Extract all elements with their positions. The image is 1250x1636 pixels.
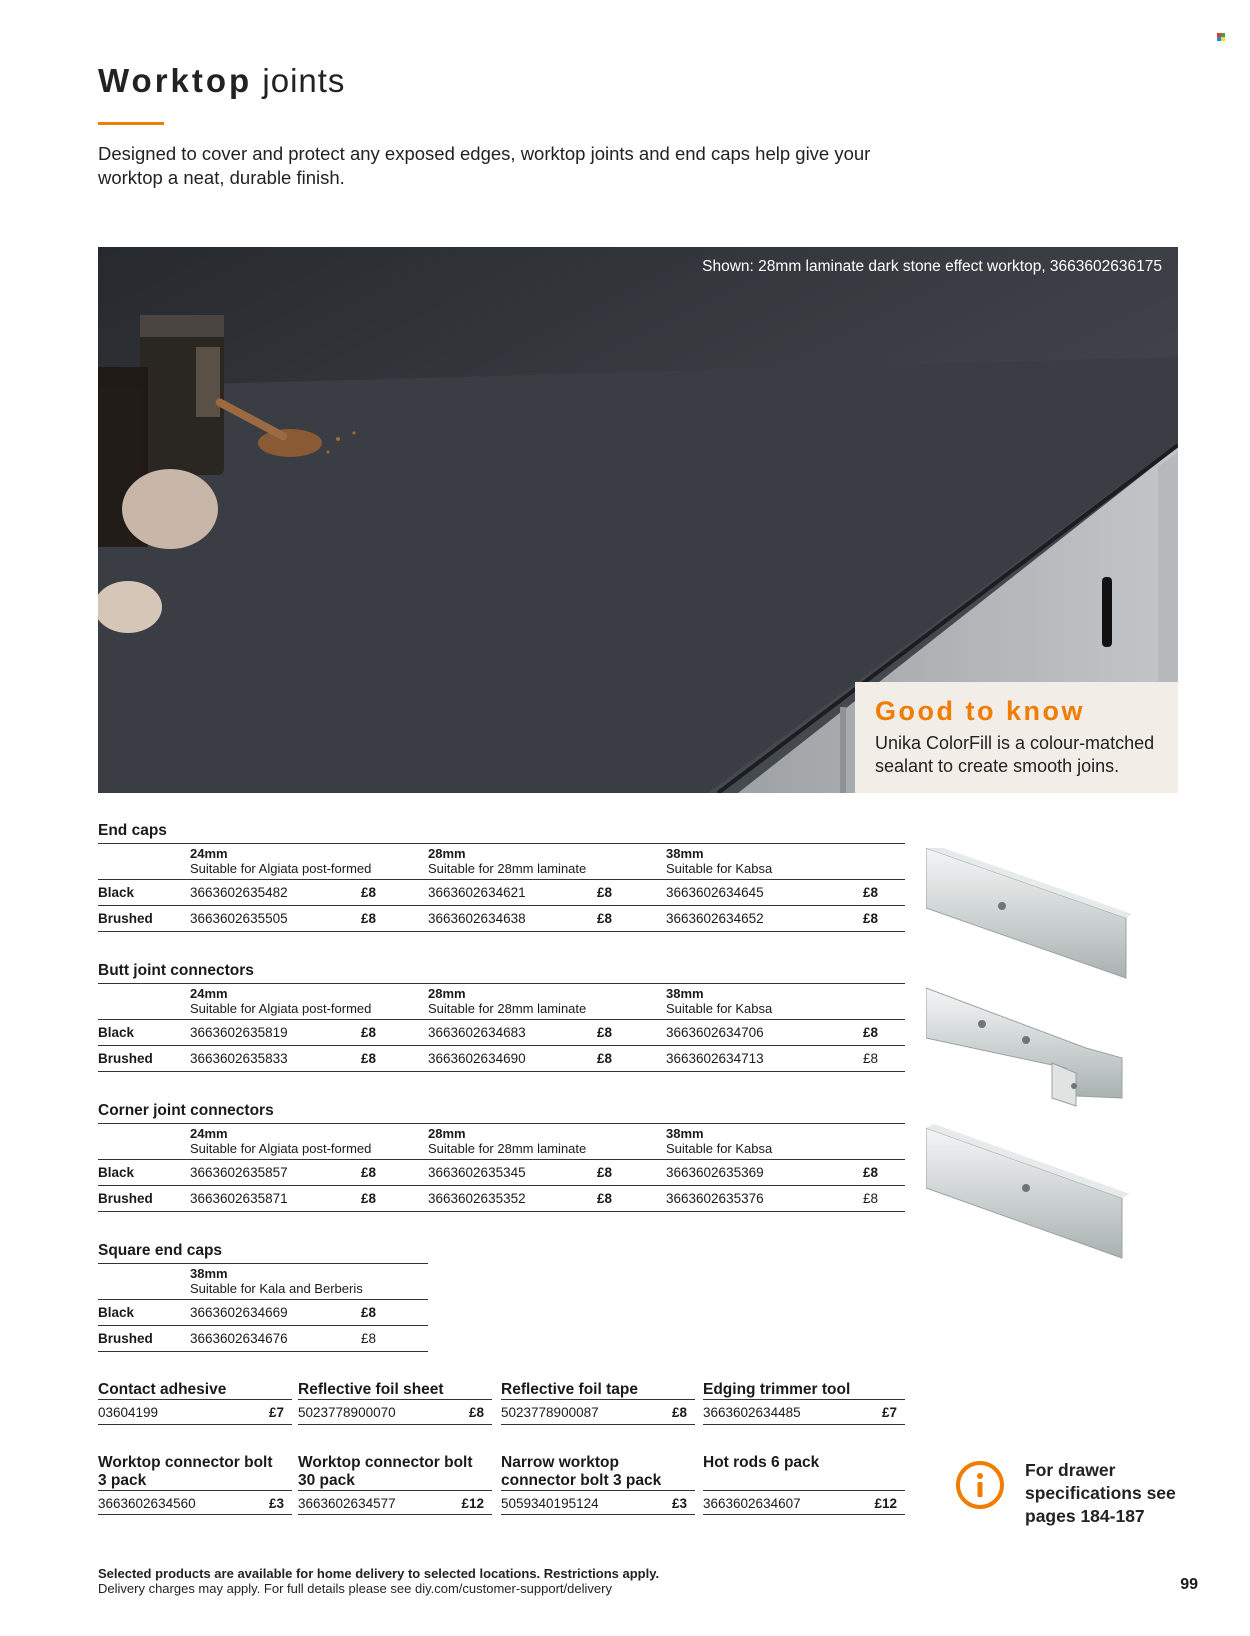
price: £8	[360, 1305, 376, 1320]
product-code: 3663602635505	[190, 911, 288, 926]
column-desc: Suitable for 28mm laminate	[428, 860, 587, 876]
price: £8	[596, 1025, 612, 1040]
good-to-know-box	[855, 682, 1178, 793]
price: £8	[596, 911, 612, 926]
product-code: 3663602635819	[190, 1025, 288, 1040]
product-row	[703, 1490, 905, 1515]
column-desc: Suitable for Kabsa	[666, 860, 773, 876]
column-desc: Suitable for 28mm laminate	[428, 1000, 587, 1016]
price: £8	[862, 885, 878, 900]
end-caps-table	[98, 821, 905, 932]
product-code: 3663602635482	[190, 885, 288, 900]
product-name-line: connector bolt 3 pack	[501, 1472, 662, 1489]
info-icon	[956, 1461, 1004, 1509]
title-underline	[98, 122, 164, 125]
product-name	[298, 1454, 492, 1490]
product-code: 3663602634607	[703, 1496, 801, 1511]
column-desc: Suitable for Kabsa	[666, 1000, 773, 1016]
column-desc: Suitable for 28mm laminate	[428, 1140, 587, 1156]
product-row	[501, 1400, 695, 1425]
note-line: pages 184-187	[1025, 1506, 1145, 1526]
product-code: 3663602634645	[666, 885, 764, 900]
product-name	[703, 1454, 905, 1490]
column-header	[428, 847, 586, 876]
price: £8	[360, 1191, 376, 1206]
price: £8	[360, 911, 376, 926]
product-code: 03604199	[98, 1405, 159, 1420]
column-header	[190, 1267, 363, 1296]
table-row	[98, 1326, 428, 1352]
column-header	[190, 1127, 371, 1156]
product-name: Reflective foil sheet	[298, 1381, 492, 1400]
column-header	[428, 1127, 586, 1156]
table-title: Square end caps	[98, 1241, 428, 1264]
product-name: Edging trimmer tool	[703, 1381, 905, 1400]
price: £8	[596, 1165, 612, 1180]
square-end-caps-table	[98, 1241, 428, 1352]
product-name: Reflective foil tape	[501, 1381, 695, 1400]
price: £8	[468, 1405, 484, 1420]
price: £8	[862, 1051, 878, 1066]
column-desc: Suitable for Kala and Berberis	[190, 1280, 363, 1296]
product-name-line: 3 pack	[98, 1472, 147, 1489]
product-row	[98, 1490, 292, 1515]
connector-product-images	[926, 848, 1136, 1268]
product-code: 3663602635871	[190, 1191, 288, 1206]
table-header-row	[98, 844, 905, 880]
page-number: 99	[1180, 1576, 1198, 1593]
product-name-line: Narrow worktop	[501, 1454, 619, 1471]
table-row	[98, 906, 905, 932]
table-row	[98, 1300, 428, 1326]
price: £8	[862, 1191, 878, 1206]
price: £8	[862, 1025, 878, 1040]
table-header-row	[98, 1264, 428, 1300]
row-label: Black	[98, 1165, 135, 1180]
price: £7	[881, 1405, 897, 1420]
product-code: 3663602634485	[703, 1405, 801, 1420]
price: £8	[360, 1051, 376, 1066]
product-code: 3663602634683	[428, 1025, 526, 1040]
product-code: 3663602635376	[666, 1191, 764, 1206]
price: £8	[360, 1331, 376, 1346]
column-header	[190, 847, 371, 876]
product-name-line: 30 pack	[298, 1472, 355, 1489]
drawer-specs-note	[1025, 1459, 1176, 1528]
footer-line-2: Delivery charges may apply. For full details please see diy.com/customer-support/delivery	[98, 1581, 612, 1596]
column-desc: Suitable for Algiata post-formed	[190, 1140, 372, 1156]
column-size: 24mm	[190, 846, 228, 861]
price: £8	[360, 1165, 376, 1180]
price: £8	[360, 885, 376, 900]
product-code: 3663602634560	[98, 1496, 196, 1511]
product-code: 3663602634621	[428, 885, 526, 900]
table-header-row	[98, 1124, 905, 1160]
corner-colour-mark	[1217, 33, 1225, 41]
page-title-bold: Worktop	[98, 62, 253, 99]
butt-joint-connectors-table	[98, 961, 905, 1072]
product-code: 5059340195124	[501, 1496, 599, 1511]
product-code: 3663602635369	[666, 1165, 764, 1180]
column-size: 28mm	[428, 986, 466, 1001]
product-item	[98, 1381, 292, 1425]
price: £8	[862, 1165, 878, 1180]
column-desc: Suitable for Algiata post-formed	[190, 860, 372, 876]
price: £12	[874, 1496, 897, 1511]
good-to-know-title: Good to know	[875, 696, 1085, 726]
product-code: 3663602634713	[666, 1051, 764, 1066]
row-label: Black	[98, 1025, 135, 1040]
column-size: 28mm	[428, 1126, 466, 1141]
corner-joint-connectors-table	[98, 1101, 905, 1212]
price: £8	[360, 1025, 376, 1040]
price: £8	[862, 911, 878, 926]
good-to-know-body: Unika ColorFill is a colour-matched sealant to create smooth joins.	[875, 733, 1155, 776]
price: £8	[596, 1051, 612, 1066]
footer-note	[98, 1566, 659, 1596]
column-desc: Suitable for Algiata post-formed	[190, 1000, 372, 1016]
product-item	[501, 1454, 695, 1515]
page-title-rest: joints	[252, 62, 346, 99]
price: £12	[461, 1496, 484, 1511]
accessories-row-1	[98, 1381, 905, 1431]
product-name-line: Worktop connector bolt	[298, 1454, 473, 1471]
product-item	[298, 1454, 492, 1515]
price: £8	[671, 1405, 687, 1420]
row-label: Brushed	[98, 1051, 153, 1066]
product-code: 3663602634690	[428, 1051, 526, 1066]
column-size: 38mm	[666, 986, 704, 1001]
column-header	[666, 847, 772, 876]
table-header-row	[98, 984, 905, 1020]
column-size: 24mm	[190, 986, 228, 1001]
product-code: 3663602635352	[428, 1191, 526, 1206]
column-header	[666, 987, 772, 1016]
row-label: Brushed	[98, 1331, 153, 1346]
product-code: 3663602635857	[190, 1165, 288, 1180]
footer-line-1: Selected products are available for home delivery to selected locations. Restrictions apply.	[98, 1566, 660, 1581]
table-row	[98, 1046, 905, 1072]
product-name-line: Worktop connector bolt	[98, 1454, 273, 1471]
product-name	[501, 1454, 695, 1490]
column-header	[666, 1127, 772, 1156]
column-size: 24mm	[190, 1126, 228, 1141]
product-code: 3663602634652	[666, 911, 764, 926]
product-code: 3663602635833	[190, 1051, 288, 1066]
product-row	[298, 1400, 492, 1425]
product-item	[703, 1381, 905, 1425]
table-row	[98, 1186, 905, 1212]
price: £3	[268, 1496, 284, 1511]
row-label: Black	[98, 885, 135, 900]
table-row	[98, 880, 905, 906]
info-glyph	[960, 1465, 1000, 1505]
page-title	[98, 62, 345, 100]
product-item	[501, 1381, 695, 1425]
row-label: Brushed	[98, 911, 153, 926]
column-desc: Suitable for Kabsa	[666, 1140, 773, 1156]
price: £8	[596, 1191, 612, 1206]
column-header	[428, 987, 586, 1016]
aluminium-connectors-illustration	[926, 848, 1136, 1268]
row-label: Brushed	[98, 1191, 153, 1206]
product-name-line: Hot rods 6 pack	[703, 1454, 820, 1471]
product-row	[298, 1490, 492, 1515]
product-item	[98, 1454, 292, 1515]
product-name	[98, 1454, 292, 1490]
product-code: 3663602634706	[666, 1025, 764, 1040]
product-row	[501, 1490, 695, 1515]
price: £8	[596, 885, 612, 900]
table-title: End caps	[98, 821, 905, 844]
product-item	[703, 1454, 905, 1515]
column-size: 28mm	[428, 846, 466, 861]
intro-text: Designed to cover and protect any exposed edges, worktop joints and end caps help give your worktop a neat, durable finish.	[98, 143, 871, 188]
note-line: For drawer	[1025, 1460, 1116, 1480]
product-code: 3663602634669	[190, 1305, 288, 1320]
product-name: Contact adhesive	[98, 1381, 292, 1400]
product-code: 3663602634577	[298, 1496, 396, 1511]
note-line: specifications see	[1025, 1483, 1176, 1503]
column-size: 38mm	[666, 1126, 704, 1141]
table-title: Butt joint connectors	[98, 961, 905, 984]
price: £7	[268, 1405, 284, 1420]
hero-caption: Shown: 28mm laminate dark stone effect worktop, 3663602636175	[702, 258, 1162, 275]
product-code: 3663602634676	[190, 1331, 288, 1346]
product-code: 5023778900070	[298, 1405, 396, 1420]
column-header	[190, 987, 371, 1016]
product-code: 3663602634638	[428, 911, 526, 926]
table-row	[98, 1160, 905, 1186]
product-row	[98, 1400, 292, 1425]
row-label: Black	[98, 1305, 135, 1320]
product-code: 5023778900087	[501, 1405, 599, 1420]
product-row	[703, 1400, 905, 1425]
product-item	[298, 1381, 492, 1425]
column-size: 38mm	[666, 846, 704, 861]
accessories-row-2	[98, 1454, 905, 1524]
product-code: 3663602635345	[428, 1165, 526, 1180]
column-size: 38mm	[190, 1266, 228, 1281]
price: £3	[671, 1496, 687, 1511]
table-row	[98, 1020, 905, 1046]
table-title: Corner joint connectors	[98, 1101, 905, 1124]
